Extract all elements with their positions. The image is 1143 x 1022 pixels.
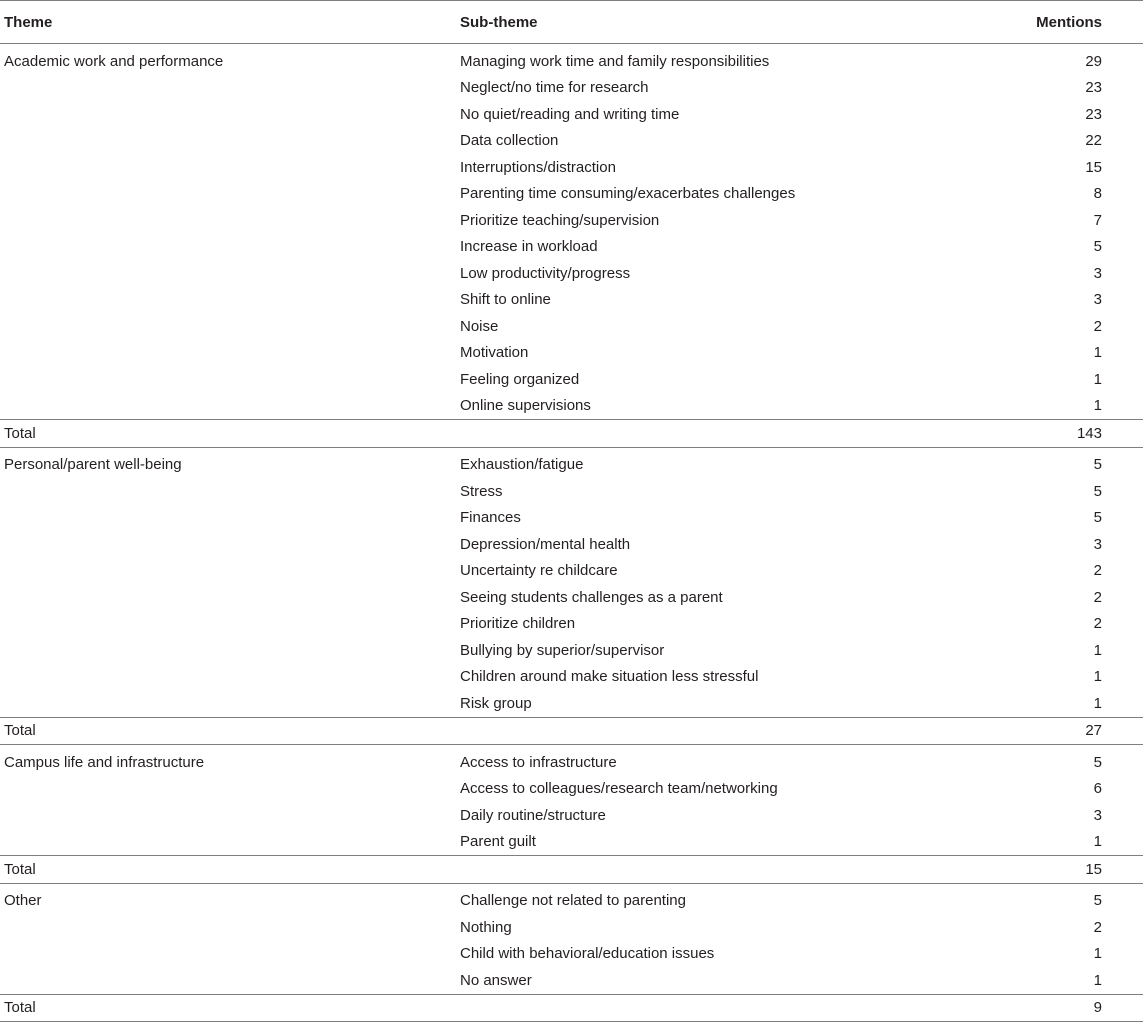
mentions-cell <box>1016 447 1143 478</box>
mentions-value: 22 <box>1085 132 1102 150</box>
theme-cell-empty <box>0 584 456 611</box>
mentions-cell <box>1016 558 1143 585</box>
sub-theme-cell: Increase in workload <box>460 238 598 256</box>
mentions-cell <box>1016 967 1143 994</box>
mentions-cell <box>1016 207 1143 234</box>
theme-cell: Campus life and infrastructure <box>4 753 205 771</box>
table-row <box>0 584 1143 611</box>
column-header-sub-theme: Sub-theme <box>460 13 538 31</box>
table-row <box>0 154 1143 181</box>
sub-theme-cell: No quiet/reading and writing time <box>460 105 680 123</box>
mentions-value: 2 <box>1093 918 1102 936</box>
theme-cell-empty <box>0 505 456 532</box>
total-label: Total <box>4 999 36 1017</box>
table-row <box>0 101 1143 128</box>
theme-cell-empty <box>0 829 456 856</box>
mentions-value: 3 <box>1093 806 1102 824</box>
theme-group <box>0 883 1143 1022</box>
sub-theme-cell: Feeling organized <box>460 370 580 388</box>
theme-group <box>0 447 1143 745</box>
total-cell <box>1016 420 1143 448</box>
mentions-value: 2 <box>1093 317 1102 335</box>
mentions-cell <box>1016 776 1143 803</box>
table-row <box>0 393 1143 420</box>
table-row <box>0 207 1143 234</box>
sub-theme-cell: Low productivity/progress <box>460 264 631 282</box>
sub-theme-cell: Access to colleagues/research team/networking <box>460 780 778 798</box>
total-cell <box>1016 994 1143 1022</box>
sub-theme-cell: Seeing students challenges as a parent <box>460 588 723 606</box>
table-row <box>0 44 1143 75</box>
theme-cell-empty <box>0 340 456 367</box>
mentions-value: 1 <box>1093 344 1102 362</box>
theme-cell-empty <box>0 234 456 261</box>
table-row <box>0 802 1143 829</box>
theme-cell-empty <box>0 75 456 102</box>
theme-cell-empty <box>0 664 456 691</box>
mentions-cell <box>1016 181 1143 208</box>
mentions-cell <box>1016 914 1143 941</box>
mentions-value: 5 <box>1093 238 1102 256</box>
mentions-cell <box>1016 366 1143 393</box>
mentions-cell <box>1016 505 1143 532</box>
mentions-value: 5 <box>1093 753 1102 771</box>
mentions-value: 5 <box>1093 892 1102 910</box>
sub-theme-cell: Prioritize teaching/supervision <box>460 211 660 229</box>
total-empty-cell <box>456 420 1016 448</box>
theme-cell-empty <box>0 366 456 393</box>
table-row <box>0 128 1143 155</box>
total-empty-cell <box>456 994 1016 1022</box>
total-label: Total <box>4 722 36 740</box>
sub-theme-cell: No answer <box>460 971 532 989</box>
theme-cell-empty <box>0 637 456 664</box>
table-row <box>0 287 1143 314</box>
mentions-cell <box>1016 584 1143 611</box>
header-row <box>0 1 1143 44</box>
theme-cell-empty <box>0 690 456 717</box>
table-row <box>0 181 1143 208</box>
mentions-cell <box>1016 44 1143 75</box>
sub-theme-cell: Access to infrastructure <box>460 753 617 771</box>
theme-cell-empty <box>0 181 456 208</box>
table-row <box>0 611 1143 638</box>
table-row <box>0 75 1143 102</box>
total-value: 15 <box>1085 860 1102 878</box>
mentions-cell <box>1016 690 1143 717</box>
theme-cell-empty <box>0 967 456 994</box>
mentions-cell <box>1016 101 1143 128</box>
table-row <box>0 366 1143 393</box>
sub-theme-cell: Interruptions/distraction <box>460 158 616 176</box>
mentions-cell <box>1016 287 1143 314</box>
mentions-cell <box>1016 611 1143 638</box>
theme-cell-empty <box>0 313 456 340</box>
table-row <box>0 531 1143 558</box>
sub-theme-cell: Nothing <box>460 918 512 936</box>
theme-cell: Personal/parent well-being <box>4 456 182 474</box>
mentions-value: 2 <box>1093 588 1102 606</box>
mentions-cell <box>1016 75 1143 102</box>
sub-theme-cell: Noise <box>460 317 499 335</box>
sub-theme-cell: Shift to online <box>460 291 551 309</box>
total-cell <box>1016 717 1143 745</box>
table-row <box>0 941 1143 968</box>
table-row <box>0 260 1143 287</box>
mentions-cell <box>1016 664 1143 691</box>
mentions-value: 7 <box>1093 211 1102 229</box>
table-row <box>0 883 1143 914</box>
sub-theme-cell: Data collection <box>460 132 559 150</box>
mentions-cell <box>1016 154 1143 181</box>
mentions-value: 3 <box>1093 264 1102 282</box>
mentions-value: 23 <box>1085 79 1102 97</box>
mentions-value: 2 <box>1093 615 1102 633</box>
mentions-cell <box>1016 829 1143 856</box>
mentions-cell <box>1016 393 1143 420</box>
table-row <box>0 234 1143 261</box>
total-value: 27 <box>1085 722 1102 740</box>
theme-cell-empty <box>0 611 456 638</box>
total-row <box>0 856 1143 884</box>
total-label: Total <box>4 860 36 878</box>
mentions-value: 6 <box>1093 780 1102 798</box>
theme-cell-empty <box>0 558 456 585</box>
theme-cell-empty <box>0 101 456 128</box>
column-header-theme: Theme <box>4 13 53 31</box>
mentions-value: 29 <box>1085 52 1102 70</box>
mentions-value: 23 <box>1085 105 1102 123</box>
sub-theme-cell: Depression/mental health <box>460 535 631 553</box>
theme-cell-empty <box>0 531 456 558</box>
sub-theme-cell: Parent guilt <box>460 833 536 851</box>
total-row <box>0 420 1143 448</box>
mentions-cell <box>1016 128 1143 155</box>
mentions-value: 5 <box>1093 482 1102 500</box>
mentions-value: 1 <box>1093 370 1102 388</box>
total-row <box>0 717 1143 745</box>
table-row <box>0 967 1143 994</box>
table-row <box>0 829 1143 856</box>
mentions-value: 1 <box>1093 397 1102 415</box>
sub-theme-cell: Motivation <box>460 344 529 362</box>
table-row <box>0 447 1143 478</box>
sub-theme-cell: Bullying by superior/supervisor <box>460 641 665 659</box>
sub-theme-cell: Child with behavioral/education issues <box>460 945 715 963</box>
mentions-cell <box>1016 941 1143 968</box>
table-row <box>0 505 1143 532</box>
mentions-cell <box>1016 531 1143 558</box>
sub-theme-cell: Neglect/no time for research <box>460 79 649 97</box>
mentions-value: 1 <box>1093 971 1102 989</box>
mentions-value: 1 <box>1093 641 1102 659</box>
theme-group <box>0 44 1143 448</box>
mentions-cell <box>1016 478 1143 505</box>
sub-theme-cell: Challenge not related to parenting <box>460 892 686 910</box>
sub-theme-cell: Risk group <box>460 694 532 712</box>
total-value: 9 <box>1093 999 1102 1017</box>
column-header-mentions: Mentions <box>1036 13 1102 31</box>
sub-theme-cell: Online supervisions <box>460 397 591 415</box>
sub-theme-cell: Prioritize children <box>460 615 576 633</box>
mentions-value: 15 <box>1085 158 1102 176</box>
total-empty-cell <box>456 717 1016 745</box>
table-row <box>0 340 1143 367</box>
mentions-cell <box>1016 883 1143 914</box>
sub-theme-cell: Uncertainty re childcare <box>460 562 618 580</box>
mentions-cell <box>1016 745 1143 776</box>
mentions-value: 5 <box>1093 456 1102 474</box>
mentions-value: 1 <box>1093 668 1102 686</box>
table-row <box>0 914 1143 941</box>
theme-cell-empty <box>0 128 456 155</box>
mentions-value: 1 <box>1093 945 1102 963</box>
table-row <box>0 313 1143 340</box>
sub-theme-cell: Managing work time and family responsibilities <box>460 52 770 70</box>
mentions-value: 5 <box>1093 509 1102 527</box>
table-row <box>0 637 1143 664</box>
sub-theme-cell: Parenting time consuming/exacerbates challenges <box>460 185 796 203</box>
theme-cell-empty <box>0 260 456 287</box>
mentions-cell <box>1016 340 1143 367</box>
table-row <box>0 745 1143 776</box>
mentions-value: 3 <box>1093 535 1102 553</box>
mentions-value: 1 <box>1093 694 1102 712</box>
theme-cell: Academic work and performance <box>4 52 224 70</box>
theme-cell-empty <box>0 914 456 941</box>
sub-theme-cell: Children around make situation less stressful <box>460 668 759 686</box>
mentions-value: 1 <box>1093 833 1102 851</box>
mentions-value: 8 <box>1093 185 1102 203</box>
mentions-value: 2 <box>1093 562 1102 580</box>
table-row <box>0 690 1143 717</box>
theme-cell-empty <box>0 287 456 314</box>
table-header <box>0 1 1143 44</box>
total-value: 143 <box>1076 424 1102 442</box>
mentions-cell <box>1016 313 1143 340</box>
mentions-value: 3 <box>1093 291 1102 309</box>
theme-cell-empty <box>0 776 456 803</box>
table-row <box>0 558 1143 585</box>
theme-cell-empty <box>0 154 456 181</box>
total-cell <box>1016 856 1143 884</box>
sub-theme-cell: Exhaustion/fatigue <box>460 456 584 474</box>
theme-cell-empty <box>0 941 456 968</box>
mentions-cell <box>1016 637 1143 664</box>
theme-cell: Other <box>4 892 42 910</box>
mentions-cell <box>1016 234 1143 261</box>
total-row <box>0 994 1143 1022</box>
theme-cell-empty <box>0 802 456 829</box>
mentions-cell <box>1016 260 1143 287</box>
total-empty-cell <box>456 856 1016 884</box>
sub-theme-cell: Finances <box>460 509 521 527</box>
table-row <box>0 664 1143 691</box>
table-row <box>0 776 1143 803</box>
total-label: Total <box>4 424 36 442</box>
mentions-cell <box>1016 802 1143 829</box>
theme-group <box>0 745 1143 884</box>
sub-theme-cell: Daily routine/structure <box>460 806 606 824</box>
theme-cell-empty <box>0 478 456 505</box>
theme-cell-empty <box>0 393 456 420</box>
table-row <box>0 478 1143 505</box>
sub-theme-cell: Stress <box>460 482 503 500</box>
theme-cell-empty <box>0 207 456 234</box>
